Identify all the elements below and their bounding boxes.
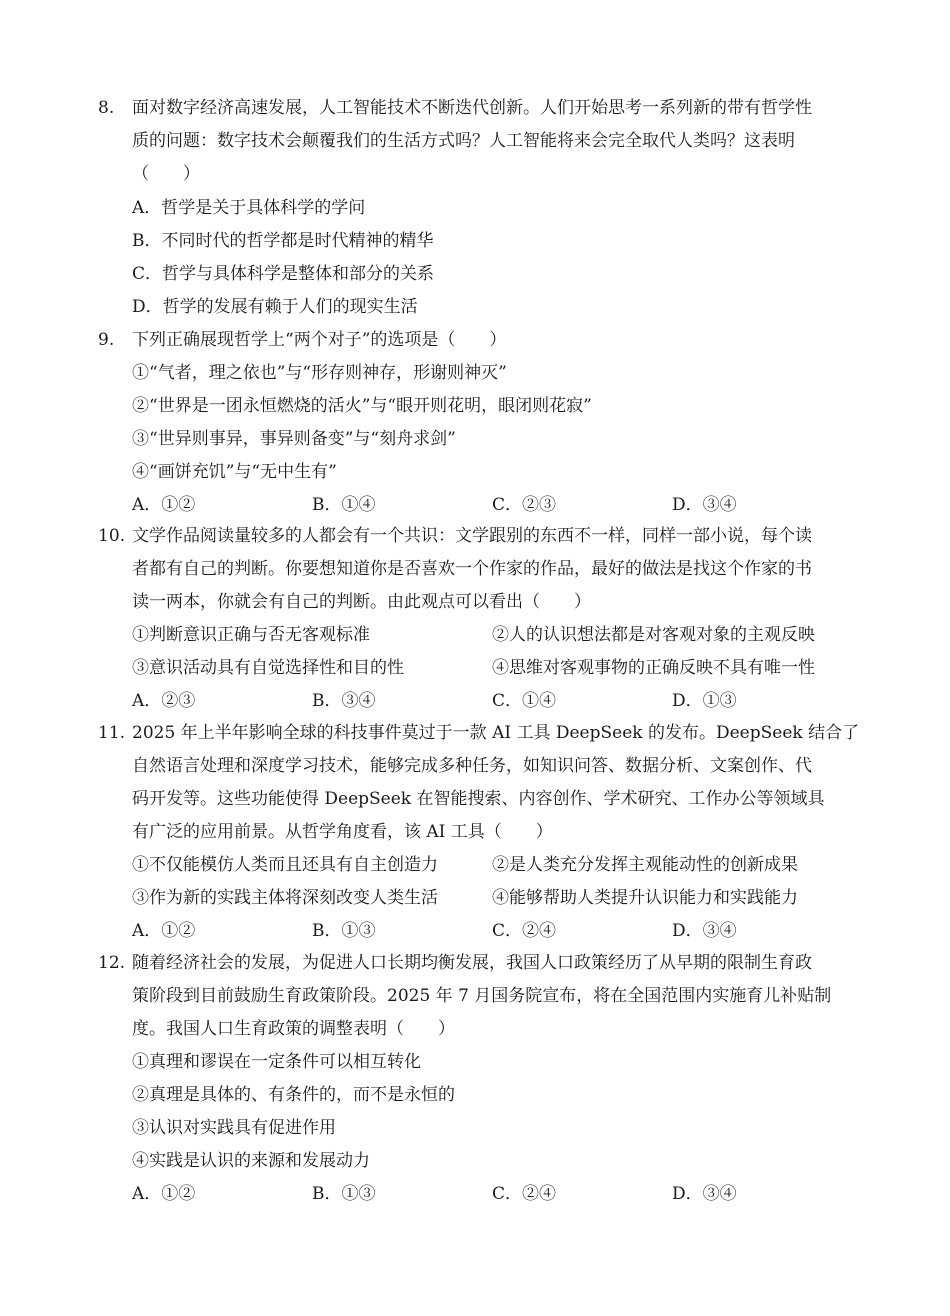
option-b: B．①③ xyxy=(312,1184,376,1204)
option-a: A．①② xyxy=(132,495,196,515)
option-a: A．①② xyxy=(132,1184,196,1204)
option-a: A．哲学是关于具体科学的学问 xyxy=(132,198,366,218)
question-text-line: 者都有自己的判断。你要想知道你是否喜欢一个作家的作品，最好的做法是找这个作家的书 xyxy=(132,559,812,579)
question-text-line: 度。我国人口生育政策的调整表明（ ） xyxy=(132,1019,455,1039)
question-text-line: 文学作品阅读量较多的人都会有一个共识：文学跟别的东西不一样，同样一部小说，每个读 xyxy=(132,526,812,546)
statement: ③认识对实践具有促进作用 xyxy=(132,1118,336,1138)
statement: ①不仅能模仿人类而且还具有自主创造力 xyxy=(132,855,438,875)
option-c: C．②④ xyxy=(492,921,557,941)
statement: ③意识活动具有自觉选择性和目的性 xyxy=(132,658,404,678)
options-row xyxy=(132,495,868,515)
options-row xyxy=(132,691,868,711)
question-text-line: 质的问题：数字技术会颠覆我们的生活方式吗？人工智能将来会完全取代人类吗？这表明 xyxy=(132,131,795,151)
question-number: 8. xyxy=(98,98,115,118)
statement: ②人的认识想法都是对客观对象的主观反映 xyxy=(492,625,815,645)
statements-row xyxy=(132,855,868,875)
statements-row xyxy=(132,888,868,908)
option-d: D．哲学的发展有赖于人们的现实生活 xyxy=(132,297,418,317)
option-c: C．②③ xyxy=(492,495,557,515)
statement: ①真理和谬误在一定条件可以相互转化 xyxy=(132,1052,421,1072)
question-text-line: 下列正确展现哲学上“两个对子”的选项是（ ） xyxy=(132,330,507,350)
question-number: 12. xyxy=(98,953,126,973)
statements-row xyxy=(132,625,868,645)
statement: ①“气者，理之依也”与“形存则神存，形谢则神灭” xyxy=(132,363,507,383)
statement: ②是人类充分发挥主观能动性的创新成果 xyxy=(492,855,798,875)
option-c: C．①④ xyxy=(492,691,557,711)
statement: ④实践是认识的来源和发展动力 xyxy=(132,1151,370,1171)
question-number: 11. xyxy=(98,723,126,743)
option-d: D．③④ xyxy=(672,921,737,941)
question-text-line: 读一两本，你就会有自己的判断。由此观点可以看出（ ） xyxy=(132,592,591,612)
question-text-line: 面对数字经济高速发展，人工智能技术不断迭代创新。人们开始思考一系列新的带有哲学性 xyxy=(132,98,812,118)
statement: ③“世异则事异，事异则备变”与“刻舟求剑” xyxy=(132,429,456,449)
statement: ①判断意识正确与否无客观标准 xyxy=(132,625,370,645)
option-b: B．③④ xyxy=(312,691,376,711)
statement: ④“画饼充饥”与“无中生有” xyxy=(132,462,337,482)
question-text-line: （ ） xyxy=(132,164,200,184)
statement: ②“世界是一团永恒燃烧的活火”与“眼开则花明，眼闭则花寂” xyxy=(132,396,592,416)
option-c: C．②④ xyxy=(492,1184,557,1204)
question-number: 9. xyxy=(98,330,115,350)
option-c: C．哲学与具体科学是整体和部分的关系 xyxy=(132,264,435,284)
statement: ④能够帮助人类提升认识能力和实践能力 xyxy=(492,888,798,908)
options-row xyxy=(132,1184,868,1204)
question-number: 10. xyxy=(98,526,126,546)
statement: ④思维对客观事物的正确反映不具有唯一性 xyxy=(492,658,815,678)
question-text-line: 有广泛的应用前景。从哲学角度看，该 AI 工具（ ） xyxy=(132,822,553,842)
statement: ③作为新的实践主体将深刻改变人类生活 xyxy=(132,888,438,908)
option-d: D．①③ xyxy=(672,691,737,711)
statements-row xyxy=(132,658,868,678)
question-text-line: 2025 年上半年影响全球的科技事件莫过于一款 AI 工具 DeepSeek 的发布。DeepSeek 结合了 xyxy=(132,723,860,743)
option-b: B．①④ xyxy=(312,495,376,515)
question-text-line: 随着经济社会的发展，为促进人口长期均衡发展，我国人口政策经历了从早期的限制生育政 xyxy=(132,953,812,973)
question-text-line: 策阶段到目前鼓励生育政策阶段。2025 年 7 月国务院宣布，将在全国范围内实施育儿补贴制 xyxy=(132,986,832,1006)
option-b: B．①③ xyxy=(312,921,376,941)
question-text-line: 码开发等。这些功能使得 DeepSeek 在智能搜索、内容创作、学术研究、工作办公等领域具 xyxy=(132,789,825,809)
option-b: B．不同时代的哲学都是时代精神的精华 xyxy=(132,231,434,251)
options-row xyxy=(132,921,868,941)
option-a: A．②③ xyxy=(132,691,196,711)
option-d: D．③④ xyxy=(672,1184,737,1204)
option-d: D．③④ xyxy=(672,495,737,515)
option-a: A．①② xyxy=(132,921,196,941)
statement: ②真理是具体的、有条件的，而不是永恒的 xyxy=(132,1085,455,1105)
question-text-line: 自然语言处理和深度学习技术，能够完成多种任务，如知识问答、数据分析、文案创作、代 xyxy=(132,756,812,776)
